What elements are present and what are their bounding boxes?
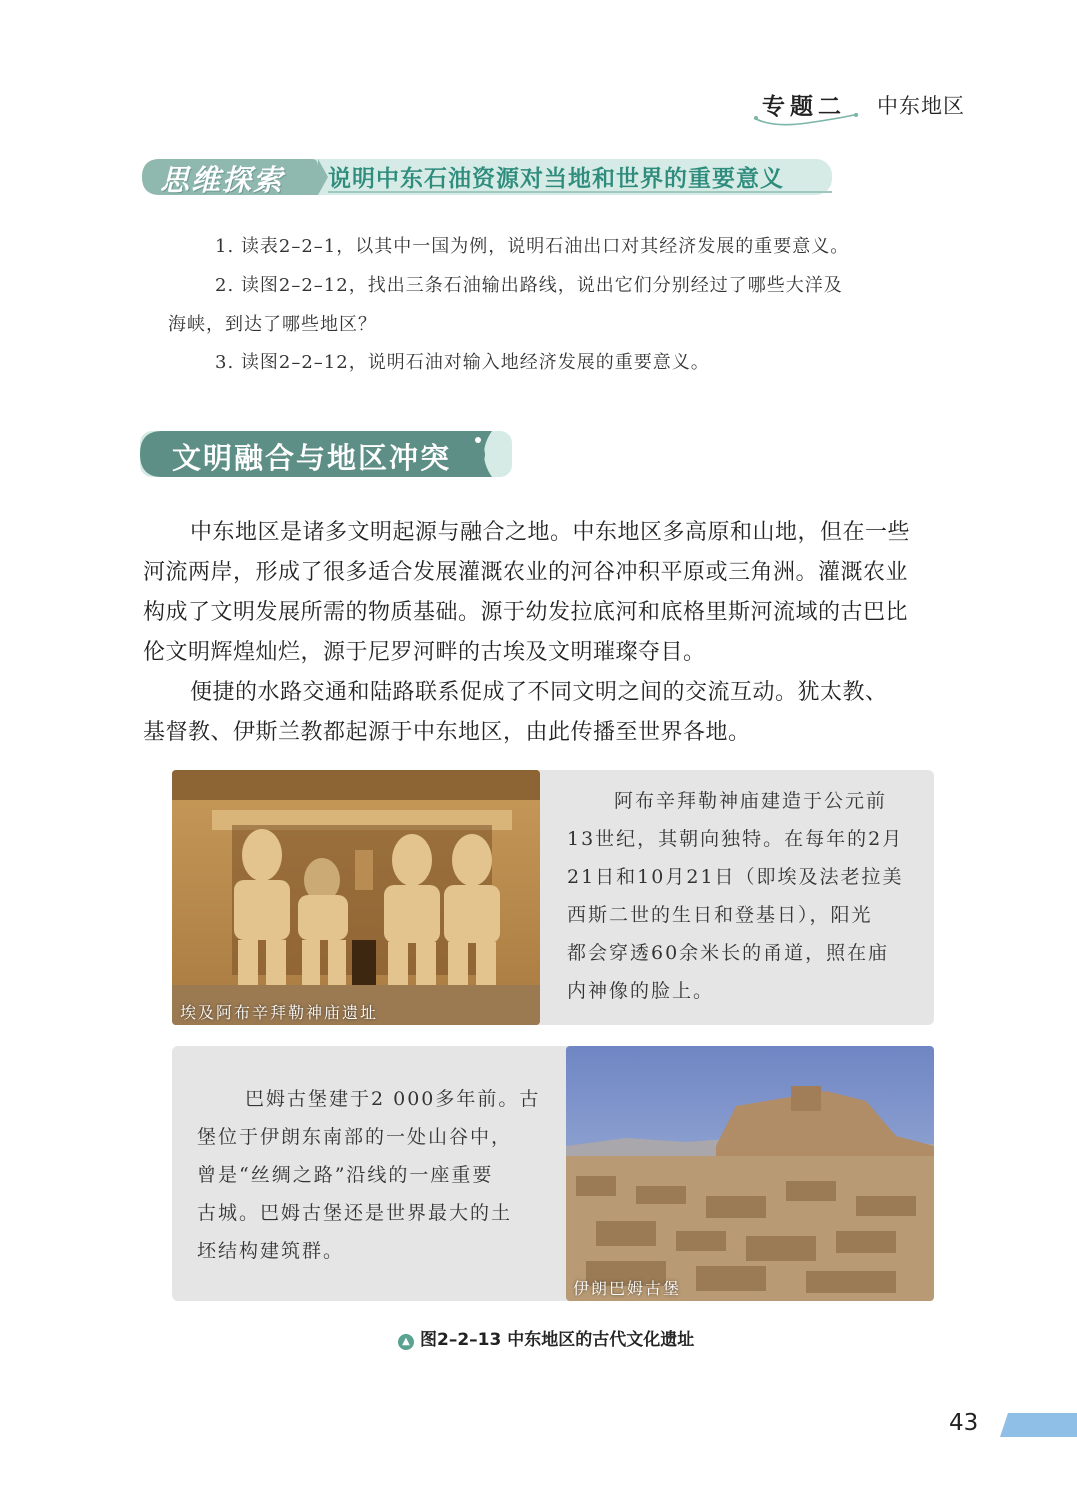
bam-citadel-photo (566, 1046, 934, 1301)
body-line-2: 河流两岸，形成了很多适合发展灌溉农业的河谷冲积平原或三角洲。灌溉农业 (143, 560, 909, 585)
thinking-label: 思维探索 (160, 163, 285, 197)
question-1: 1. 读表2–2–1，以其中一国为例，说明石油出口对其经济发展的重要意义。 (215, 236, 850, 257)
bam-citadel-text-3: 曾是“丝绸之路”沿线的一座重要 (197, 1164, 494, 1186)
thinking-title: 说明中东石油资源对当地和世界的重要意义 (328, 166, 784, 192)
body-line-5: 便捷的水路交通和陆路联系促成了不同文明之间的交流互动。犹太教、 (190, 680, 888, 705)
question-2: 2. 读图2–2–12，找出三条石油输出路线，说出它们分别经过了哪些大洋及 (215, 275, 843, 296)
abu-simbel-photo (172, 770, 540, 1025)
triangle-icon: ▲ (398, 1334, 414, 1350)
header-wave-decoration (752, 112, 862, 128)
abu-simbel-text-6: 内神像的脸上。 (567, 980, 715, 1002)
body-line-3: 构成了文明发展所需的物质基础。源于幼发拉底河和底格里斯河流域的古巴比 (143, 600, 909, 625)
figure-caption (398, 1325, 694, 1350)
abu-simbel-text-5: 都会穿透60余米长的甬道，照在庙 (567, 942, 890, 964)
figure-caption-text: 图2–2–13 中东地区的古代文化遗址 (420, 1330, 695, 1350)
abu-simbel-photo-caption: 埃及阿布辛拜勒神庙遗址 (180, 1003, 379, 1022)
abu-simbel-text-2: 13世纪，其朝向独特。在每年的2月 (567, 828, 904, 850)
question-2-continued: 海峡，到达了哪些地区？ (168, 314, 377, 335)
body-line-4: 伦文明辉煌灿烂，源于尼罗河畔的古埃及文明璀璨夺目。 (143, 640, 706, 665)
body-line-1: 中东地区是诸多文明起源与融合之地。中东地区多高原和山地，但在一些 (190, 520, 911, 545)
abu-simbel-text-4: 西斯二世的生日和登基日），阳光 (567, 904, 873, 926)
bam-citadel-text-2: 堡位于伊朗东南部的一处山谷中， (197, 1126, 513, 1148)
abu-simbel-text-3: 21日和10月21日（即埃及法老拉美 (567, 866, 904, 888)
section-title: 文明融合与地区冲突 (172, 441, 452, 475)
bam-citadel-text-1: 巴姆古堡建于2 000多年前。古 (245, 1088, 541, 1110)
header-region: 中东地区 (877, 94, 965, 118)
page-number: 43 (949, 1410, 979, 1436)
bam-citadel-text-5: 坯结构建筑群。 (197, 1240, 345, 1262)
body-line-6: 基督教、伊斯兰教都起源于中东地区，由此传播至世界各地。 (143, 720, 751, 745)
bam-citadel-text-4: 古城。巴姆古堡还是世界最大的土 (197, 1202, 513, 1224)
header-topic: 专题二 (762, 94, 846, 120)
abu-simbel-text-1: 阿布辛拜勒神庙建造于公元前 (614, 790, 888, 812)
page-tab-decoration (1000, 1413, 1077, 1437)
bam-citadel-photo-caption: 伊朗巴姆古堡 (573, 1279, 682, 1298)
question-3: 3. 读图2–2–12，说明石油对输入地经济发展的重要意义。 (215, 352, 710, 373)
